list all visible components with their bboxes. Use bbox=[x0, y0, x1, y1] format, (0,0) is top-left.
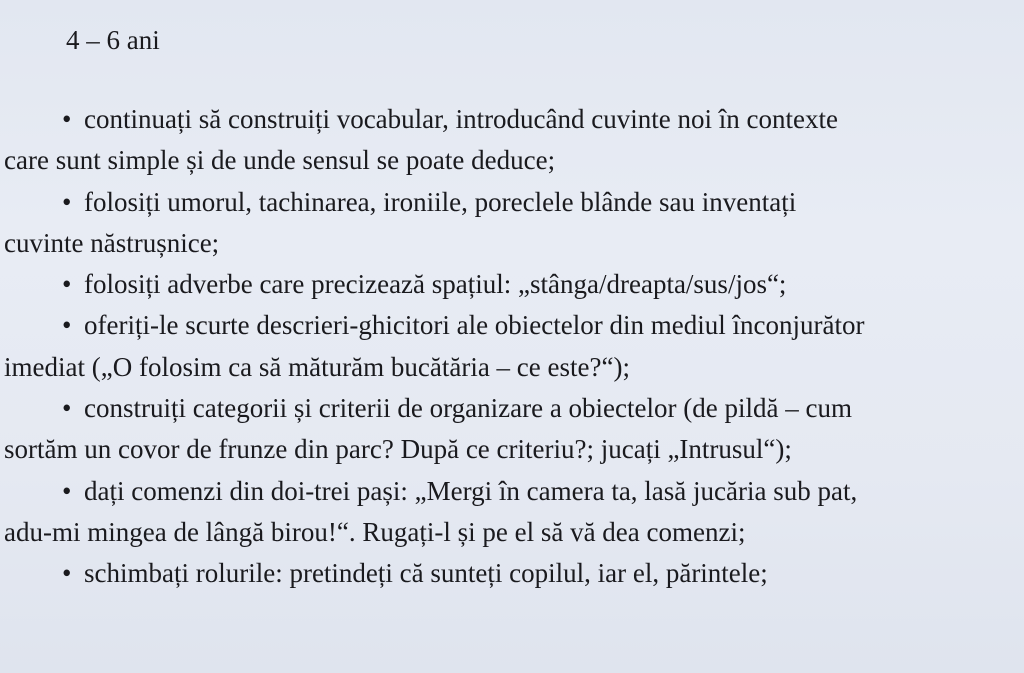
bullet-icon: • bbox=[62, 393, 72, 424]
section-heading: 4 – 6 ani bbox=[66, 25, 160, 55]
bullet-list bbox=[4, 99, 1024, 595]
list-item-text: construiți categorii și criterii de organizare a obiectelor (de pildă – cum bbox=[84, 393, 852, 424]
list-item bbox=[4, 99, 1024, 182]
list-item-line bbox=[4, 471, 1024, 512]
list-item-line bbox=[4, 264, 1024, 305]
bullet-icon: • bbox=[62, 310, 72, 341]
bullet-icon: • bbox=[62, 186, 72, 217]
list-item-text: adu-mi mingea de lângă birou!“. Rugați-l și pe el să vă dea comenzi; bbox=[4, 516, 746, 547]
bullet-icon: • bbox=[62, 558, 72, 589]
list-item bbox=[4, 264, 1024, 305]
list-item-text: folosiți adverbe care precizează spațiul: „stânga/dreapta/sus/jos“; bbox=[84, 269, 787, 300]
list-item-line bbox=[4, 553, 1024, 594]
list-item-text: sortăm un covor de frunze din parc? După ce criteriu?; jucați „Intrusul“); bbox=[4, 434, 792, 465]
list-item-text: cuvinte năstrușnice; bbox=[4, 227, 220, 258]
list-item-text: care sunt simple și de unde sensul se poate deduce; bbox=[4, 145, 556, 176]
list-item-line bbox=[4, 140, 1024, 181]
list-item-text: imediat („O folosim ca să măturăm bucătăria – ce este?“); bbox=[4, 351, 630, 382]
bullet-icon: • bbox=[62, 104, 72, 134]
list-item-line bbox=[4, 347, 1024, 388]
bullet-icon: • bbox=[62, 269, 72, 300]
list-item-text: continuați să construiți vocabular, introducând cuvinte noi în contexte bbox=[84, 104, 838, 134]
list-item-text: schimbați rolurile: pretindeți că sunteți copilul, iar el, părintele; bbox=[84, 558, 768, 589]
list-item-text: folosiți umorul, tachinarea, ironiile, poreclele blânde sau inventați bbox=[84, 186, 797, 217]
list-item-line bbox=[4, 429, 1024, 470]
list-item bbox=[4, 553, 1024, 594]
list-item bbox=[4, 305, 1024, 388]
list-item-text: dați comenzi din doi-trei pași: „Mergi în camera ta, lasă jucăria sub pat, bbox=[84, 475, 858, 506]
list-item-text: oferiți-le scurte descrieri-ghicitori ale obiectelor din mediul înconjurător bbox=[84, 310, 865, 341]
list-item-line bbox=[4, 305, 1024, 346]
bullet-icon: • bbox=[62, 475, 72, 506]
list-item-line bbox=[4, 223, 1024, 264]
list-item bbox=[4, 182, 1024, 265]
list-item-line bbox=[4, 512, 1024, 553]
list-item bbox=[4, 471, 1024, 554]
list-item-line bbox=[4, 99, 1024, 140]
list-item-line bbox=[4, 388, 1024, 429]
list-item-line bbox=[4, 182, 1024, 223]
list-item bbox=[4, 388, 1024, 471]
